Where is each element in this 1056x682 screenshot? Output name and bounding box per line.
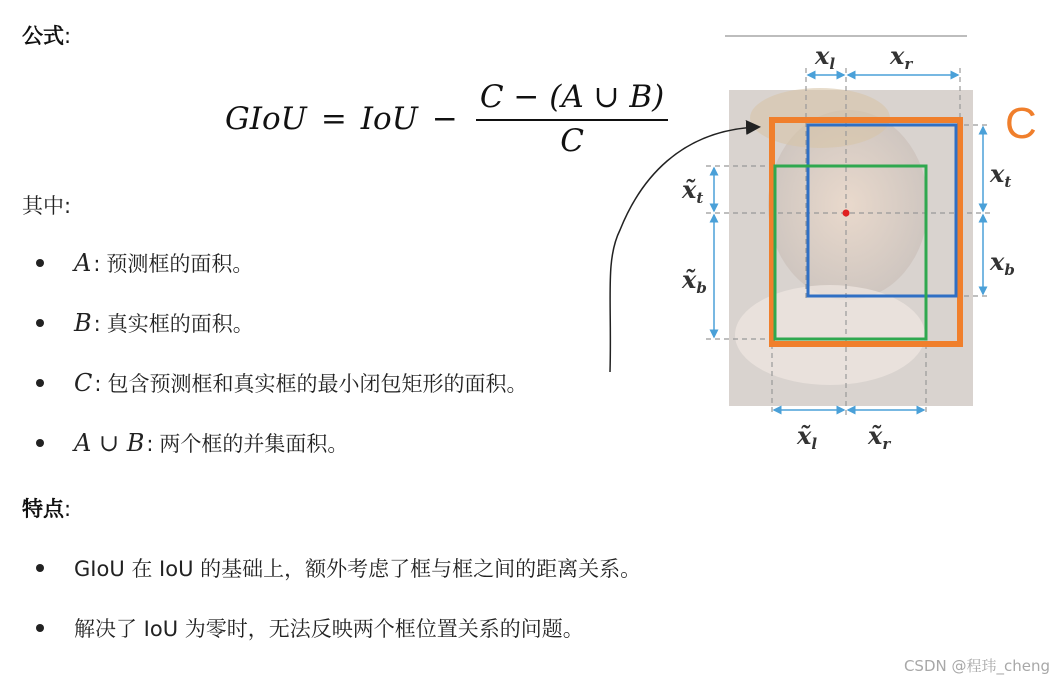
definition-separator: : xyxy=(146,432,154,456)
label-xt-tilde: $x̃_t$ xyxy=(682,175,704,207)
label-xr-tilde: $x̃_r$ xyxy=(868,421,891,453)
formula-eq: = xyxy=(320,101,347,137)
label-xl-tilde: $x̃_l$ xyxy=(797,421,818,453)
shoulder-region xyxy=(735,285,925,385)
formula-heading-colon: : xyxy=(64,24,72,48)
label-xr: $x_r$ xyxy=(890,41,913,73)
formula-heading-title: 公式 xyxy=(22,24,64,48)
formula-lhs: GIoU xyxy=(225,101,307,137)
formula-iou: IoU xyxy=(360,101,418,137)
definition-separator: : xyxy=(94,372,102,396)
definition-text: 真实框的面积。 xyxy=(106,312,254,336)
formula-denominator: C xyxy=(560,123,584,159)
label-xt: $x_t$ xyxy=(990,159,1012,191)
watermark: CSDN @程玮_cheng xyxy=(903,657,1050,675)
label-xl: $x_l$ xyxy=(815,41,836,73)
center-point xyxy=(843,210,850,217)
definition-text: 预测框的面积。 xyxy=(106,252,254,276)
formula-minus: − xyxy=(431,101,458,137)
definition-separator: : xyxy=(93,252,101,276)
definition-text: 两个框的并集面积。 xyxy=(159,432,349,456)
definition-symbol: A ∪ B xyxy=(74,429,145,457)
feature-text: 解决了 IoU 为零时，无法反映两个框位置关系的问题。 xyxy=(74,617,584,641)
where-label: 其中: xyxy=(22,194,72,218)
face-photo xyxy=(729,88,973,406)
label-xb-tilde: $x̃_b$ xyxy=(682,265,707,297)
feature-text: GIoU 在 IoU 的基础上，额外考虑了框与框之间的距离关系。 xyxy=(74,557,642,581)
formula-numerator: C − (A ∪ B) xyxy=(476,79,668,121)
definition-text: 包含预测框和真实框的最小闭包矩形的面积。 xyxy=(107,372,528,396)
definition-symbol: B xyxy=(74,309,92,337)
definition-symbol: A xyxy=(74,249,92,277)
features-heading-title: 特点 xyxy=(22,497,64,521)
definition-separator: : xyxy=(93,312,101,336)
label-xb: $x_b$ xyxy=(990,247,1015,279)
features-heading-colon: : xyxy=(64,497,72,521)
label-c: C xyxy=(1005,99,1037,148)
definition-symbol: C xyxy=(74,369,93,397)
